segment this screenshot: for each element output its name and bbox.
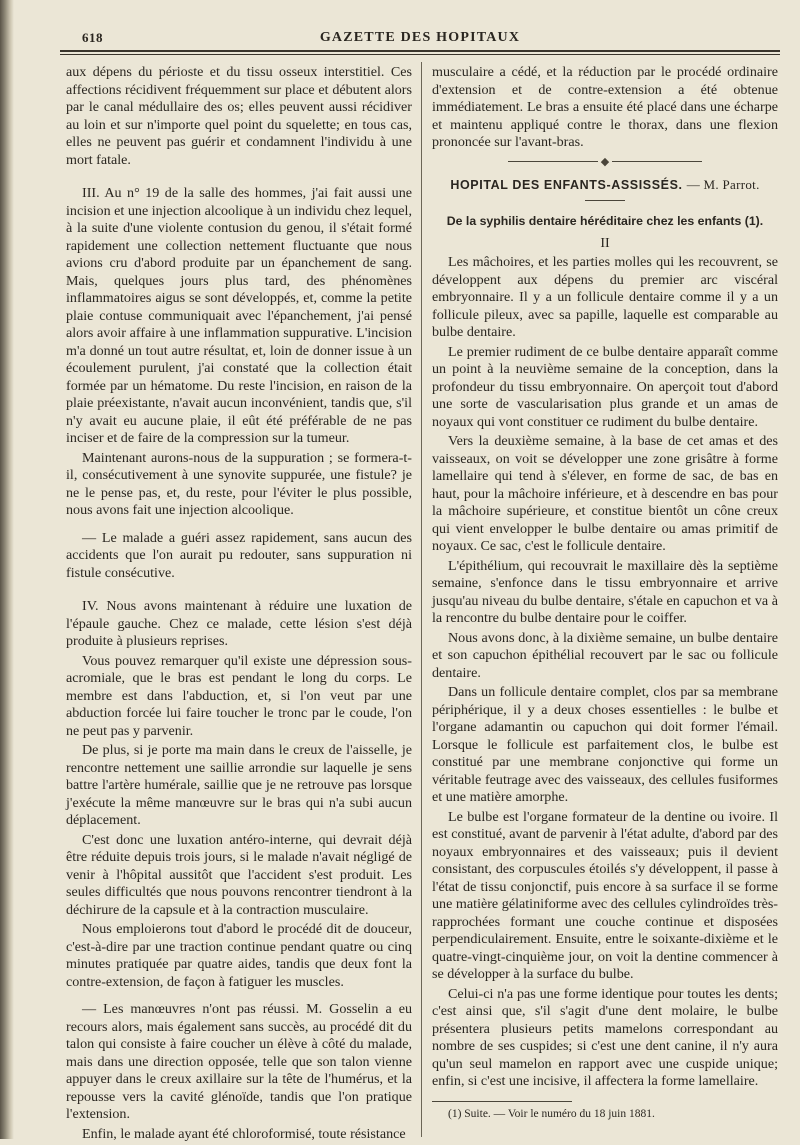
- header-rule-thin: [60, 54, 780, 55]
- page-binding-edge: [0, 0, 14, 1139]
- footnote-rule: [432, 1101, 572, 1102]
- paragraph: aux dépens du périoste et du tissu osseux interstitiel. Ces affections récidivent fréquemment sur place et débutent alors par le canal médullaire des os; elles peuvent aussi récidiver au loin et sur n'importe quel point du squelette; en tous cas, elles ne peuvent pas guérir et condamnent l'individu à une mort fatale.: [66, 64, 412, 168]
- paragraph: — Les manœuvres n'ont pas réussi. M. Gosselin a eu recours alors, mais également sans succès, au procédé dit du talon qui consiste à faire coucher un élève à côté du malade, mais dans une direction opposée, telle que son talon vienne appuyer dans le creux axillaire sur la tête de l'humérus, et la repousse vers la cavité glénoïde, tandis que l'on pratique l'extension.: [66, 1001, 412, 1122]
- hospital-name: HOPITAL DES ENFANTS-ASSISSÉS.: [450, 177, 683, 192]
- paragraph: musculaire a cédé, et la réduction par le procédé ordinaire d'extension et de contre-extension a été obtenue immédiatement. Le bras a ensuite été placé dans une écharpe et maintenu appliqué contre le thorax, dans une flexion prononcée sur l'avant-bras.: [432, 64, 778, 150]
- paragraph: Le bulbe est l'organe formateur de la dentine ou ivoire. Il est constitué, avant de parvenir à l'état adulte, d'abord par des noyaux embryonnaires et des vaisseaux; puis il devient consistant, des corpuscules étoilés s'y développent, il passe à l'état de tissu conjonctif, puis encore à sa surface il se forme une matière gélatiniforme avec des cellules cylindroïdes très-rapprochées formant une couche continue et disposées perpendiculairement. Ensuite, entre le soixante-dixième et le quatre-vingt-cinquième jour, on voit la dentine commencer à se développer à la surface du bulbe.: [432, 808, 778, 982]
- journal-title: GAZETTE DES HOPITAUX: [319, 30, 521, 45]
- paragraph: De plus, si je porte ma main dans le creux de l'aisselle, je rencontre nettement une saillie arrondie sur laquelle je sens battre l'artère humérale, saillie que je ne retrouve pas lorsque j'exécute la même manœuvre sur le bras qui n'a subi aucun déplacement.: [66, 742, 412, 828]
- paragraph: III. Au n° 19 de la salle des hommes, j'ai fait aussi une incision et une injection alcoolique à un individu chez lequel, à la suite d'une violente contusion du genou, il s'était formé rapidement une collection nettement fluctuante que nous avions cru d'abord produite par un épanchement de sang. Mais, quelques jours plus tard, des phénomènes inflammatoires aigus se sont développés, et, comme la petite plaie contuse communiquait avec l'épanchement, j'ai pensé alors avoir affaire à une inflammation suppurative. L'incision m'a donné un tout autre résultat, et, loin de donner issue à un écoulement purulent, j'ai constaté que la collection était formée par un hématome. Du reste l'incision, en raison de la plaie préexistante, n'avait aucun inconvénient, tandis que, s'il n'y avait eu aucune plaie, il eût été préférable de ne pas inciser et de faire de la compression sur la tumeur.: [66, 185, 412, 446]
- column-divider: [421, 62, 422, 1137]
- left-column: [66, 64, 412, 1145]
- page-header: [60, 30, 780, 50]
- page-number: 618: [82, 30, 103, 45]
- paragraph: — Le malade a guéri assez rapidement, sans aucun des accidents que l'on aurait pu redouter, sans suppuration ni fistule consécutive.: [66, 529, 412, 581]
- paragraph: Maintenant aurons-nous de la suppuration ; se formera-t-il, consécutivement à une synovite suppurée, une fistule? je ne le pense pas, et, du reste, pour l'éviter le plus possible, nous avons fait une injection alcoolique.: [66, 449, 412, 518]
- paragraph: C'est donc une luxation antéro-interne, qui devrait déjà être réduite depuis trois jours, si le malade n'avait négligé de venir à l'hôpital aussitôt que l'accident s'est produit. Les seules difficultés que nous pouvons rencontrer tiendront à la déchirure de la capsule et à la contraction musculaire.: [66, 831, 412, 918]
- section-numeral: II: [600, 235, 610, 251]
- paragraph: Celui-ci n'a pas une forme identique pour toutes les dents; c'est ainsi que, s'il s'agit d'une dent molaire, le bulbe présentera plusieurs petits mamelons correspondant au nombre de ses cuspides; si c'est une dent canine, il n'y aura qu'un seul mamelon en rapport avec une cuspide unique; enfin, si c'est une incisive, il affectera la forme lamellaire.: [432, 985, 778, 1089]
- section-ornament: ◆: [432, 154, 778, 168]
- hospital-doctor: — M. Parrot.: [686, 176, 760, 192]
- right-column: [432, 64, 778, 1125]
- article-title: De la syphilis dentaire héréditaire chez les enfants (1).: [446, 214, 764, 228]
- paragraph: IV. Nous avons maintenant à réduire une luxation de l'épaule gauche. Chez ce malade, cette lésion s'est déjà produite à plusieurs reprises.: [66, 598, 412, 649]
- short-rule: [585, 200, 625, 201]
- paragraph: Nous avons donc, à la dixième semaine, un bulbe dentaire et son capuchon épithélial recouvert par le sac ou follicule dentaire.: [432, 629, 778, 681]
- paragraph: Dans un follicule dentaire complet, clos par sa membrane périphérique, il y a deux choses essentielles : le bulbe et l'organe adamantin ou capuchon qui doit former l'émail. Lorsque le follicule est parfaitement clos, le bulbe est constitué par une membrane conjonctive qui forme un véritable feutrage avec des vaisseaux, des cellules fusiformes et une matière amorphe.: [432, 684, 778, 805]
- hospital-heading: [432, 176, 778, 195]
- footnote: (1) Suite. — Voir le numéro du 18 juin 1881.: [448, 1107, 655, 1120]
- paragraph: Nous emploierons tout d'abord le procédé dit de douceur, c'est-à-dire par une traction continue pendant quatre ou cinq minutes pratiquée par quatre aides, tandis que deux font la contre-extension, de façon à fatiguer les muscles.: [66, 921, 412, 990]
- paragraph: L'épithélium, qui recouvrait le maxillaire dès la septième semaine, s'enfonce dans le tissu embryonnaire et arrive jusqu'au niveau du bulbe dentaire, s'étale en capuchon et va à la rencontre du bulbe dentaire pour le coiffer.: [432, 557, 778, 626]
- header-rule-thick: [60, 50, 780, 52]
- paragraph: Le premier rudiment de ce bulbe dentaire apparaît comme un point à la neuvième semaine de la conception, dans la profondeur du tissu embryonnaire. On aperçoit tout d'abord une sorte de vascularisation plus grande et un amas de noyaux qui vont constituer ce rudiment du bulbe dentaire.: [432, 343, 778, 430]
- paragraph: Vous pouvez remarquer qu'il existe une dépression sous-acromiale, que le bras est pendant le long du corps. Le membre est dans l'abduction, et, si l'on veut par une abduction forcée lui faire toucher le tronc par le coude, l'on ne peut pas y parvenir.: [66, 652, 412, 739]
- paragraph: Vers la deuxième semaine, à la base de cet amas et des vaisseaux, on voit se développer une zone grisâtre à forme lamellaire qui tend à s'élever, en forme de sac, de bas en haut, pour la mâchoire inférieure, et à descendre en bas pour la mâchoire supérieure, et constitue bientôt un cône creux qui vient envelopper le bulbe dentaire ou amas primitif de noyaux. Ce sac, c'est le follicule dentaire.: [432, 433, 778, 554]
- paragraph: Les mâchoires, et les parties molles qui les recouvrent, se développent aux dépens du premier arc viscéral embryonnaire. Il y a un follicule dentaire comme il y a un follicule pileux, avec sa papille, laquelle est comparable au bulbe dentaire.: [432, 254, 778, 340]
- paragraph: Enfin, le malade ayant été chloroformisé, toute résistance: [82, 1125, 406, 1142]
